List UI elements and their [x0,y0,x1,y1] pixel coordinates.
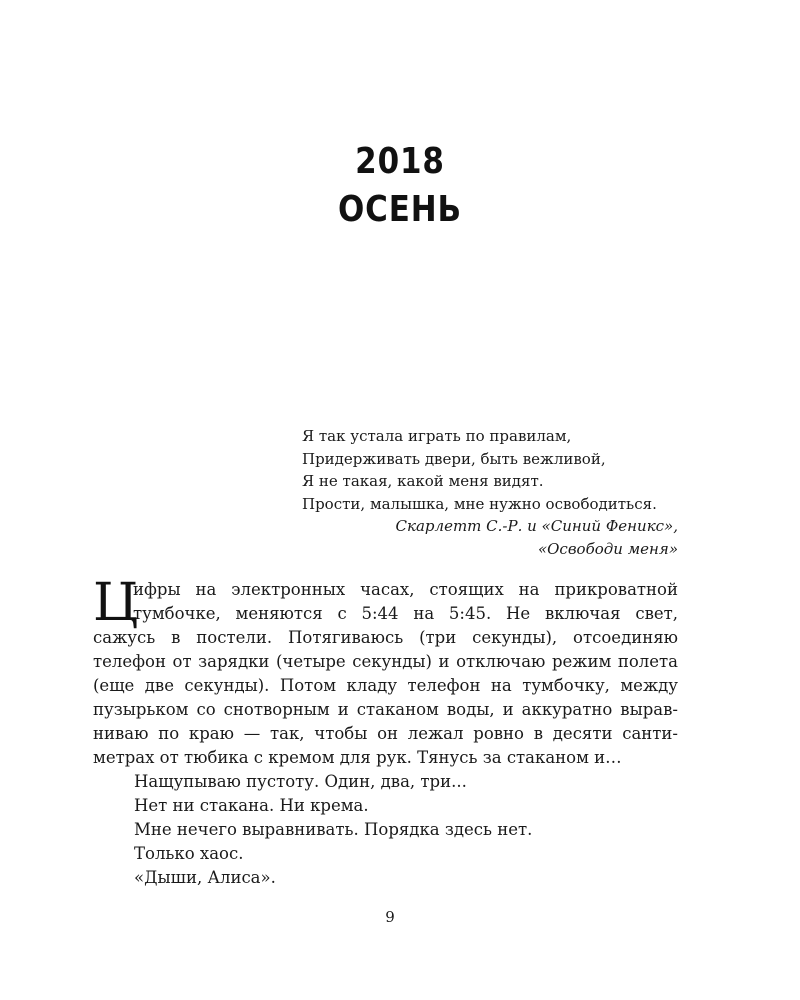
chapter-heading [0,138,800,234]
epigraph-line: Прости, малышка, мне нужно освободиться. [302,494,657,513]
page-number: 9 [385,908,395,926]
paragraph: Нет ни стакана. Ни крема. [134,796,369,815]
epigraph [302,425,678,560]
paragraph-line: метрах от тюбика с кремом для рук. Тянусь за стаканом и… [93,748,622,767]
paragraph-line: (еще две секунды). Потом кладу телефон на тумбочку, между [93,676,678,695]
drop-cap: Ц [93,573,139,633]
chapter-year: 2018 [355,141,445,182]
paragraph: Нащупываю пустоту. Один, два, три... [134,772,467,791]
paragraph-line: сажусь в постели. Потягиваюсь (три секунды), отсоединяю [93,628,678,647]
epigraph-attribution: Скарлетт С.-Р. и «Синий Феникс», [395,517,678,535]
paragraph: Только хаос. [134,844,244,863]
epigraph-line: Придерживать двери, быть вежливой, [302,449,606,468]
body-text [93,573,678,890]
paragraph-line: ифры на электронных часах, стоящих на прикроватной [133,580,678,599]
epigraph-source: «Освободи меня» [537,539,678,558]
paragraph-line: телефон от зарядки (четыре секунды) и отключаю режим полета [93,652,678,671]
paragraph: «Дыши, Алиса». [134,868,276,887]
chapter-season: ОСЕНЬ [337,189,463,230]
epigraph-line: Я не такая, какой меня видят. [302,472,544,490]
paragraph: Мне нечего выравнивать. Порядка здесь нет. [134,820,533,839]
paragraph-line: пузырьком со снотворным и стаканом воды, и аккуратно вырав- [93,700,678,719]
first-paragraph [93,573,678,770]
paragraph-line: тумбочке, меняются с 5:44 на 5:45. Не включая свет, [133,604,678,623]
paragraph-line: ниваю по краю — так, чтобы он лежал ровно в десяти санти- [93,724,678,743]
epigraph-line: Я так устала играть по правилам, [302,427,572,445]
